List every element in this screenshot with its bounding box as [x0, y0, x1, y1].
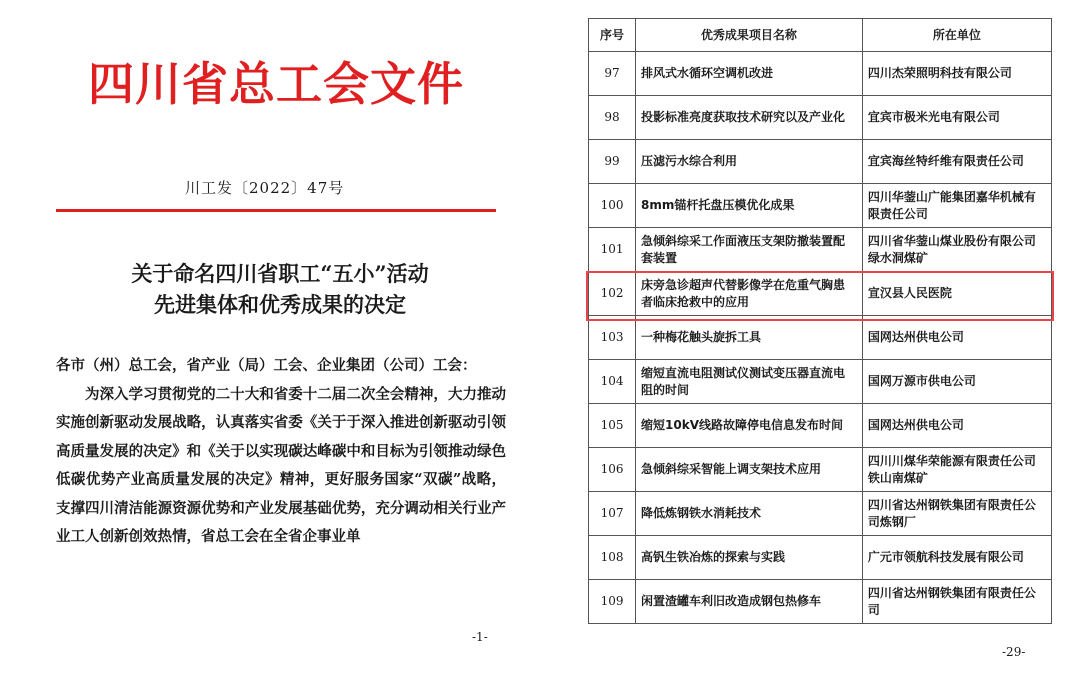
unit-name: 宜宾市极米光电有限公司 [862, 96, 1051, 140]
table-row [589, 536, 1052, 580]
document-number: 川工发〔2022〕47号 [185, 179, 345, 197]
table-row [589, 228, 1052, 272]
row-number: 104 [589, 360, 636, 404]
table-row [589, 52, 1052, 96]
row-number: 100 [589, 184, 636, 228]
project-name: 急倾斜综采智能上调支架技术应用 [636, 448, 863, 492]
unit-name: 四川省达州钢铁集团有限责任公司炼钢厂 [862, 492, 1051, 536]
unit-name: 国网达州供电公司 [862, 404, 1051, 448]
project-name: 8mm锚杆托盘压模优化成果 [636, 184, 863, 228]
row-number: 103 [589, 316, 636, 360]
unit-name: 广元市领航科技发展有限公司 [862, 536, 1051, 580]
project-name: 压滤污水综合利用 [636, 140, 863, 184]
header-name: 优秀成果项目名称 [636, 19, 863, 52]
highlight-box [586, 271, 1054, 321]
document-header: 四川省总工会文件 [88, 57, 464, 111]
unit-name: 四川省华蓥山煤业股份有限公司绿水洞煤矿 [862, 228, 1051, 272]
project-name: 闲置渣罐车利旧改造成钢包热修车 [636, 580, 863, 624]
table-row [589, 316, 1052, 360]
row-number: 107 [589, 492, 636, 536]
results-table [588, 18, 1052, 624]
row-number: 105 [589, 404, 636, 448]
row-number: 101 [589, 228, 636, 272]
table-row [589, 184, 1052, 228]
unit-name: 宣汉县人民医院 [862, 272, 1051, 316]
row-number: 106 [589, 448, 636, 492]
project-name: 一种梅花触头旋拆工具 [636, 316, 863, 360]
unit-name: 四川川煤华荣能源有限责任公司铁山南煤矿 [862, 448, 1051, 492]
left-page-number: -1- [472, 630, 488, 644]
unit-name: 四川省达州钢铁集团有限责任公司 [862, 580, 1051, 624]
table-row [589, 580, 1052, 624]
row-number: 99 [589, 140, 636, 184]
table-row [589, 96, 1052, 140]
red-divider [56, 209, 496, 212]
salutation: 各市（州）总工会，省产业（局）工会、企业集团（公司）工会： [56, 357, 477, 374]
title-line-2: 先进集体和优秀成果的决定 [154, 292, 406, 317]
table-row [589, 360, 1052, 404]
row-number: 102 [589, 272, 636, 316]
row-number: 98 [589, 96, 636, 140]
row-number: 109 [589, 580, 636, 624]
project-name: 降低炼钢铁水消耗技术 [636, 492, 863, 536]
unit-name: 宜宾海丝特纤维有限责任公司 [862, 140, 1051, 184]
document-title [80, 258, 480, 320]
unit-name: 国网万源市供电公司 [862, 360, 1051, 404]
project-name: 投影标准亮度获取技术研究以及产业化 [636, 96, 863, 140]
header-no: 序号 [589, 19, 636, 52]
project-name: 缩短10kV线路故障停电信息发布时间 [636, 404, 863, 448]
table-row [589, 492, 1052, 536]
project-name: 排风式水循环空调机改进 [636, 52, 863, 96]
table-row [589, 404, 1052, 448]
table-row [589, 140, 1052, 184]
project-name: 急倾斜综采工作面液压支架防撤装置配套装置 [636, 228, 863, 272]
unit-name: 四川杰荣照明科技有限公司 [862, 52, 1051, 96]
project-name: 缩短直流电阻测试仪测试变压器直流电阻的时间 [636, 360, 863, 404]
unit-name: 四川华蓥山广能集团嘉华机械有限责任公司 [862, 184, 1051, 228]
header-unit: 所在单位 [862, 19, 1051, 52]
row-number: 97 [589, 52, 636, 96]
table-body [589, 52, 1052, 624]
document-body [56, 352, 506, 552]
body-paragraph: 为深入学习贯彻党的二十大和省委十二届二次全会精神，大力推动实施创新驱动发展战略，认真落实省委《关于于深入推进创新驱动引领高质量发展的决定》和《关于以实现碳达峰碳中和目标为引领推动绿色低碳优势产业高质量发展的决定》精神，更好服务国家“双碳”战略，支撑四川清洁能源资源优势和产业发展基础优势，充分调动相关行业产业工人创新创效热情，省总工会在全省企事业单 [56, 385, 506, 545]
right-page [588, 18, 1052, 624]
unit-name: 国网达州供电公司 [862, 316, 1051, 360]
project-name: 床旁急诊超声代替影像学在危重气胸患者临床抢救中的应用 [636, 272, 863, 316]
table-row [589, 448, 1052, 492]
right-page-number: -29- [1002, 645, 1026, 659]
title-line-1: 关于命名四川省职工“五小”活动 [131, 261, 429, 286]
row-number: 108 [589, 536, 636, 580]
project-name: 高钒生铁冶炼的探索与实践 [636, 536, 863, 580]
